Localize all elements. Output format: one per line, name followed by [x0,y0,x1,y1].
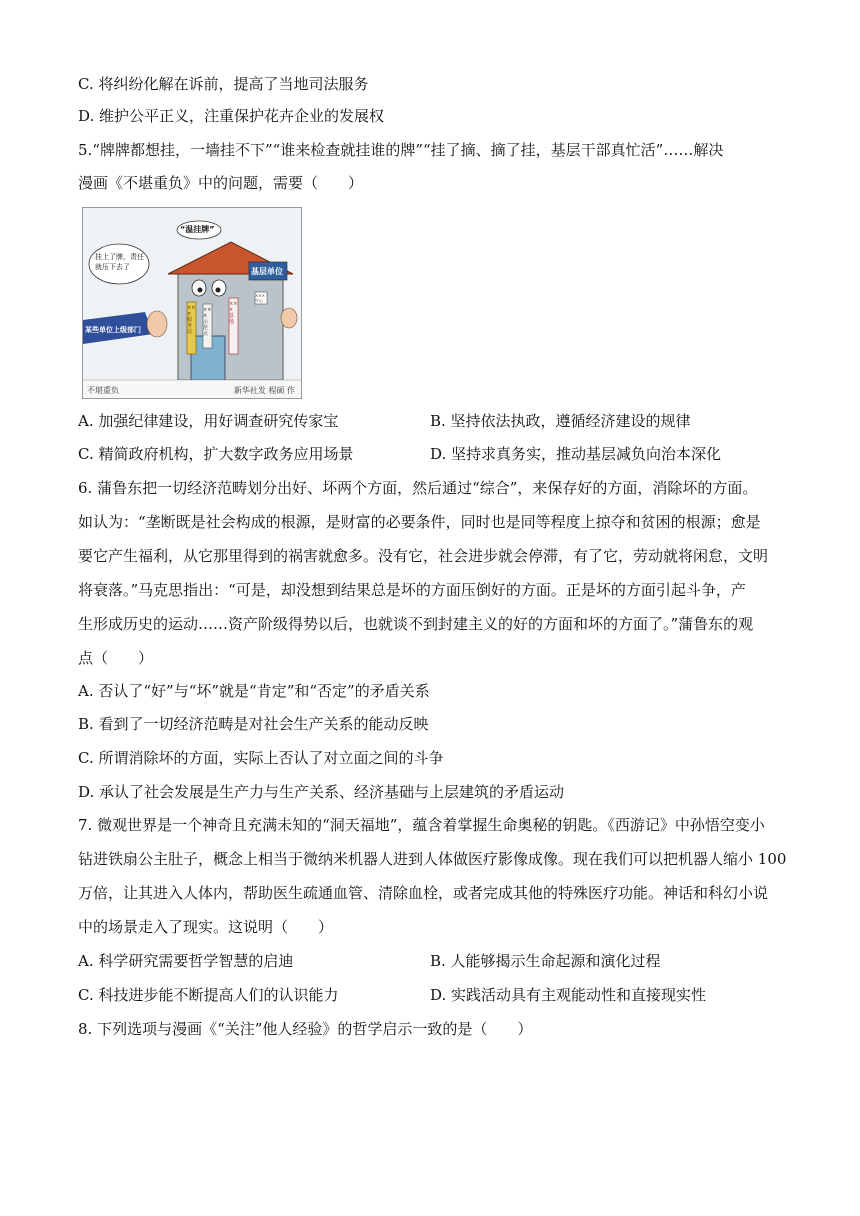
q8-stem-line-1: 8. 下列选项与漫画《“关注”他人经验》的哲学启示一致的是（ ） [78,1020,533,1038]
speech-bubble-text: 挂上了牌，责任就压下去了 [95,253,144,271]
cartoon-illustration [82,207,302,399]
q7-option-c: C. 科技进步能不断提高人们的认识能力 [78,986,339,1004]
q6-stem-line-6: 点（ ） [78,649,154,667]
plaque-1-text: ×××服务站 [187,305,196,335]
q4-option-c: C. 将纠纷化解在诉前，提高了当地司法服务 [78,75,369,93]
plaque-3-text: ×××基地 [229,301,238,325]
q6-stem-line-2: 如认为：“垄断既是社会构成的根源，是财富的必要条件，同时也是同等程度上掠夺和贫困的根源；愈是 [78,513,761,531]
q7-option-b: B. 人能够揭示生命起源和演化过程 [430,952,661,970]
q7-stem-line-4: 中的场景走入了现实。这说明（ ） [78,918,334,936]
q7-option-a: A. 科学研究需要哲学智慧的启迪 [78,952,294,970]
q6-stem-line-1: 6. 蒲鲁东把一切经济范畴划分出好、坏两个方面，然后通过“综合”，来保存好的方面，消除坏的方面。 [78,479,758,497]
q6-stem-line-4: 将衰落。”马克思指出：“可是，却没想到结果总是坏的方面压倒好的方面。正是坏的方面引起斗争，产 [78,581,746,599]
plaque-4-text: ×××中心 [255,293,266,303]
q5-option-d: D. 坚持求真务实，推动基层减负向治本深化 [430,445,722,463]
q5-option-b: B. 坚持依法执政，遵循经济建设的规律 [430,412,691,430]
roof-sign-text: “温挂牌” [180,225,215,234]
q6-option-b: B. 看到了一切经济范畴是对社会生产关系的能动反映 [78,715,429,733]
cartoon-drawing [83,208,301,398]
q5-option-c: C. 精简政府机构，扩大数字政务应用场景 [78,445,354,463]
q7-stem-line-1: 7. 微观世界是一个神奇且充满未知的“洞天福地”，蕴含着掌握生命奥秘的钥匙。《西游记》中孙悟空变小 [78,816,765,834]
cartoon-caption-credit: 新华社发 程硕 作 [233,386,295,395]
q7-stem-line-2: 钻进铁扇公主肚子，概念上相当于微纳米机器人进到人体做医疗影像成像。现在我们可以把机器人缩小 100 [78,850,787,868]
q6-option-a: A. 否认了“好”与“坏”就是“肯定”和“否定”的矛盾关系 [78,682,430,700]
plaque-2-text: ×××示范点 [203,307,212,337]
q6-stem-line-5: 生形成历史的运动……资产阶级得势以后，也就谈不到封建主义的好的方面和坏的方面了。”蒲鲁东的观 [78,615,754,633]
q7-stem-line-3: 万倍，让其进入人体内，帮助医生疏通血管、清除血栓，或者完成其他的特殊医疗功能。神话和科幻小说 [78,884,769,902]
cartoon-caption-title: 不堪重负 [87,386,119,395]
q5-stem-line-1: 5.“牌牌都想挂，一墙挂不下”“谁来检查就挂谁的牌”“挂了摘、摘了挂，基层干部真忙活”……解决 [78,141,724,159]
q5-stem-line-2: 漫画《不堪重负》中的问题，需要（ ） [78,174,364,192]
q7-option-d: D. 实践活动具有主观能动性和直接现实性 [430,986,707,1004]
q6-stem-line-3: 要它产生福利，从它那里得到的祸害就愈多。没有它，社会进步就会停滞，有了它，劳动就将闲怠，文明 [78,547,769,565]
arm-label-text: 某些单位上级部门 [85,326,141,334]
building-sign-text: 基层单位 [251,267,283,276]
q6-option-c: C. 所谓消除坏的方面，实际上否认了对立面之间的斗争 [78,749,444,767]
q6-option-d: D. 承认了社会发展是生产力与生产关系、经济基础与上层建筑的矛盾运动 [78,783,565,801]
q4-option-d: D. 维护公平正义，注重保护花卉企业的发展权 [78,107,385,125]
q5-option-a: A. 加强纪律建设，用好调查研究传家宝 [78,412,339,430]
